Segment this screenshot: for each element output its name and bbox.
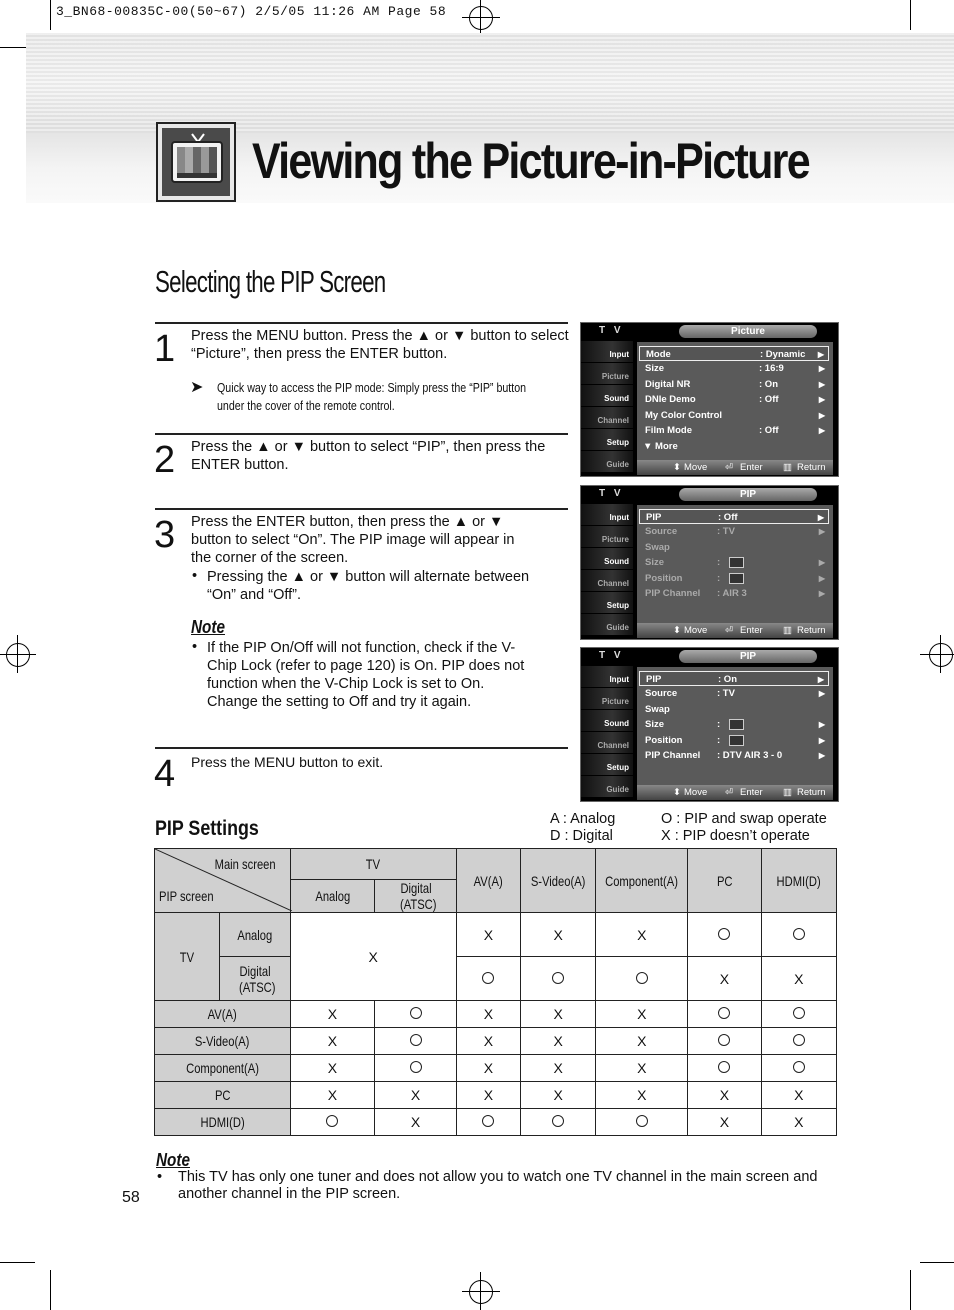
table-cell: X [596, 1001, 688, 1028]
o-mark [793, 1061, 805, 1073]
osd-title: PIP [679, 488, 817, 501]
osd-panel [637, 342, 833, 460]
crop-mark [50, 1270, 51, 1310]
col-header-tv: TV [290, 849, 456, 880]
table-cell [761, 913, 836, 957]
osd-side-guide: Guide [581, 451, 633, 473]
o-mark [793, 1034, 805, 1046]
step-divider [155, 322, 568, 324]
osd-sidebar [581, 341, 633, 473]
osd-row: Source : TV ▶ [645, 688, 825, 699]
table-cell: X [520, 1055, 595, 1082]
o-mark [410, 1034, 422, 1046]
enter-icon: ⏎ [725, 787, 733, 798]
osd-row: Size : 16:9 ▶ [645, 363, 825, 374]
table-cell [290, 1109, 375, 1136]
osd-footer: ⬍ Move ⏎ Enter ▥ Return [637, 785, 833, 800]
osd-side-channel: Channel [581, 732, 633, 754]
osd-tv-label: T V [599, 650, 624, 661]
enter-icon: ⏎ [725, 462, 733, 473]
registration-mark [462, 1291, 500, 1292]
o-mark [410, 1007, 422, 1019]
table-cell: X [375, 1109, 457, 1136]
osd-more: ▼ More [643, 441, 678, 452]
arrow-icon: ➤ [190, 379, 204, 396]
osd-side-guide: Guide [581, 614, 633, 636]
legend-x: X : PIP doesn’t operate [661, 828, 810, 844]
col-header: Component(A) [596, 849, 688, 913]
registration-mark [920, 654, 954, 655]
enter-icon: ⏎ [725, 625, 733, 636]
o-mark [636, 972, 648, 984]
header-band-texture [26, 33, 954, 133]
return-icon: ▥ [783, 787, 792, 798]
osd-sidebar [581, 504, 633, 636]
osd-side-channel: Channel [581, 570, 633, 592]
legend-digital: D : Digital [550, 828, 613, 844]
table-cell: X [456, 1055, 520, 1082]
table-cell [520, 957, 595, 1001]
table-cell: X [456, 1001, 520, 1028]
osd-side-setup: Setup [581, 754, 633, 776]
table-cell [456, 1109, 520, 1136]
table-cell: X [456, 1028, 520, 1055]
osd-sidebar [581, 666, 633, 798]
osd-row: Mode : Dynamic ▶ [639, 346, 829, 361]
osd-row: Size : ▶ [645, 719, 825, 730]
osd-row: Film Mode : Off ▶ [645, 425, 825, 436]
osd-side-picture: Picture [581, 688, 633, 710]
table-cell [375, 1055, 457, 1082]
note-text: If the PIP On/Off will not function, check if the V-Chip Lock (refer to page 120) is On. PIP does not function when the V-Chip Lock is set to On. Change the setting to Off and try it again. [207, 640, 525, 710]
pip-screen-label: PIP screen [159, 888, 214, 904]
table-cell: X [688, 1109, 761, 1136]
table-cell [596, 1109, 688, 1136]
step-number: 2 [154, 439, 176, 481]
col-header: HDMI(D) [761, 849, 836, 913]
osd-footer: ⬍ Move ⏎ Enter ▥ Return [637, 460, 833, 475]
step-number: 1 [154, 328, 176, 370]
osd-side-sound: Sound [581, 548, 633, 570]
table-cell [456, 957, 520, 1001]
osd-row: My Color Control ▶ [645, 410, 825, 421]
table-cell [596, 957, 688, 1001]
table-cell: X [520, 1001, 595, 1028]
step-divider [155, 508, 568, 510]
table-cell: X [520, 913, 595, 957]
main-screen-label: Main screen [214, 856, 276, 872]
print-slug: 3_BN68-00835C-00(50~67) 2/5/05 11:26 AM Page 58 [56, 4, 447, 19]
table-cell [375, 1028, 457, 1055]
table-cell: X [520, 1028, 595, 1055]
osd-title: PIP [679, 650, 817, 663]
row-header: HDMI(D) [155, 1109, 291, 1136]
table-cell: X [290, 1028, 375, 1055]
table-cell [761, 1055, 836, 1082]
table-cell: X [688, 1082, 761, 1109]
o-mark [718, 1007, 730, 1019]
o-mark [718, 1034, 730, 1046]
crop-mark [50, 0, 51, 30]
table-cell: X [761, 957, 836, 1001]
o-mark [793, 928, 805, 940]
osd-side-channel: Channel [581, 407, 633, 429]
row-header: PC [155, 1082, 291, 1109]
osd-side-input: Input [581, 341, 633, 363]
osd-panel [637, 667, 833, 785]
osd-side-guide: Guide [581, 776, 633, 798]
step-text: Press the ENTER button, then press the ▲ or ▼ button to select “On”. The PIP image will appear in the corner of the screen. [191, 514, 515, 566]
table-cell: X [375, 1082, 457, 1109]
registration-mark [469, 1280, 493, 1304]
legend-o: O : PIP and swap operate [661, 811, 827, 827]
osd-footer: ⬍ Move ⏎ Enter ▥ Return [637, 623, 833, 638]
osd-row: Swap [645, 704, 670, 715]
pip-settings-table [154, 848, 837, 1136]
osd-tv-label: T V [599, 325, 624, 336]
osd-tv-label: T V [599, 488, 624, 499]
table-corner-header [155, 849, 291, 913]
osd-row: DNIe Demo : Off ▶ [645, 394, 825, 405]
col-header: PC [688, 849, 761, 913]
crop-mark [910, 0, 911, 30]
table-cell [688, 1001, 761, 1028]
table-cell: X [456, 913, 520, 957]
osd-row: Position : ▶ [645, 735, 825, 746]
row-header: S-Video(A) [155, 1028, 291, 1055]
step-divider [155, 747, 568, 749]
registration-mark [6, 643, 30, 667]
table-cell: X [520, 1082, 595, 1109]
osd-row: Size : ▶ [645, 557, 825, 568]
osd-side-picture: Picture [581, 526, 633, 548]
table-cell: X [596, 913, 688, 957]
return-icon: ▥ [783, 462, 792, 473]
step-number: 4 [154, 753, 176, 795]
osd-row: PIP Channel : AIR 3 ▶ [645, 588, 825, 599]
osd-row: PIP Channel : DTV AIR 3 - 0 ▶ [645, 750, 825, 761]
table-cell [761, 1001, 836, 1028]
row-header-analog: Analog [220, 913, 290, 957]
osd-row: Source : TV ▶ [645, 526, 825, 537]
osd-panel [637, 505, 833, 623]
osd-side-input: Input [581, 504, 633, 526]
registration-mark [462, 17, 500, 18]
row-header: Component(A) [155, 1055, 291, 1082]
table-cell: X [290, 1082, 375, 1109]
step-text: Press the ▲ or ▼ button to select “PIP”, then press the ENTER button. [191, 439, 546, 473]
o-mark [410, 1061, 422, 1073]
registration-mark [929, 643, 953, 667]
pip-settings-heading: PIP Settings [155, 817, 259, 840]
page-number: 58 [122, 1189, 140, 1206]
note-heading: Note [156, 1150, 190, 1170]
table-cell [688, 1028, 761, 1055]
osd-row: Swap [645, 542, 670, 553]
table-cell [375, 1001, 457, 1028]
section-title: Selecting the PIP Screen [155, 264, 386, 299]
table-cell: X [596, 1028, 688, 1055]
col-header-digital: Digital (ATSC) [375, 880, 457, 913]
osd-row: Position : ▶ [645, 573, 825, 584]
registration-mark [0, 654, 36, 655]
step-divider [155, 433, 568, 435]
col-header: S-Video(A) [520, 849, 595, 913]
table-cell: X [596, 1055, 688, 1082]
table-cell: X [290, 1055, 375, 1082]
return-icon: ▥ [783, 625, 792, 636]
osd-side-setup: Setup [581, 429, 633, 451]
bullet: • [157, 1169, 163, 1185]
o-mark [718, 928, 730, 940]
col-header: AV(A) [456, 849, 520, 913]
osd-picture-menu [580, 322, 839, 477]
o-mark [718, 1061, 730, 1073]
row-header: AV(A) [155, 1001, 291, 1028]
move-icon: ⬍ [673, 462, 681, 473]
osd-row: PIP : Off ▶ [639, 509, 829, 524]
row-header-tv: TV [155, 913, 220, 1001]
table-cell: X [761, 1109, 836, 1136]
table-cell [761, 1028, 836, 1055]
bullet: • [192, 639, 198, 655]
o-mark [636, 1115, 648, 1127]
osd-pip-menu-on [580, 647, 839, 802]
move-icon: ⬍ [673, 625, 681, 636]
table-cell: X [761, 1082, 836, 1109]
step-number: 3 [154, 514, 176, 556]
step-tip: Quick way to access the PIP mode: Simply press the “PIP” button under the cover of the remote control. [217, 380, 527, 413]
table-cell: X [290, 913, 456, 1001]
osd-side-setup: Setup [581, 592, 633, 614]
osd-side-sound: Sound [581, 385, 633, 407]
osd-side-input: Input [581, 666, 633, 688]
o-mark [482, 1115, 494, 1127]
table-cell: X [456, 1082, 520, 1109]
o-mark [482, 972, 494, 984]
crop-mark [920, 1262, 954, 1263]
note-text: This TV has only one tuner and does not allow you to watch one TV channel in the main screen and another channel in the PIP screen. [178, 1169, 818, 1202]
osd-side-sound: Sound [581, 710, 633, 732]
o-mark [326, 1115, 338, 1127]
table-cell: X [290, 1001, 375, 1028]
move-icon: ⬍ [673, 787, 681, 798]
osd-pip-menu-off [580, 485, 839, 640]
note-heading: Note [191, 617, 225, 637]
o-mark [552, 1115, 564, 1127]
osd-row: PIP : On ▶ [639, 671, 829, 686]
crop-mark [0, 1262, 35, 1263]
step-text: Press the MENU button to exit. [191, 754, 384, 770]
osd-side-picture: Picture [581, 363, 633, 385]
tv-icon [156, 122, 236, 202]
legend-analog: A : Analog [550, 811, 616, 827]
table-cell: X [596, 1082, 688, 1109]
page-title: Viewing the Picture-in-Picture [252, 133, 809, 189]
bullet: • [192, 568, 198, 584]
table-cell: X [688, 957, 761, 1001]
o-mark [552, 972, 564, 984]
crop-mark [910, 1270, 911, 1310]
table-cell [688, 1055, 761, 1082]
step-text: Press the MENU button. Press the ▲ or ▼ button to select “Picture”, then press the ENTER button. [191, 328, 569, 362]
table-cell [688, 913, 761, 957]
step-bullet: Pressing the ▲ or ▼ button will alternate between “On” and “Off”. [207, 569, 530, 603]
osd-title: Picture [679, 325, 817, 338]
o-mark [793, 1007, 805, 1019]
table-cell [520, 1109, 595, 1136]
col-header-analog: Analog [290, 880, 375, 913]
registration-mark [469, 6, 493, 30]
row-header-digital: Digital (ATSC) [220, 957, 290, 1001]
osd-row: Digital NR : On ▶ [645, 379, 825, 390]
